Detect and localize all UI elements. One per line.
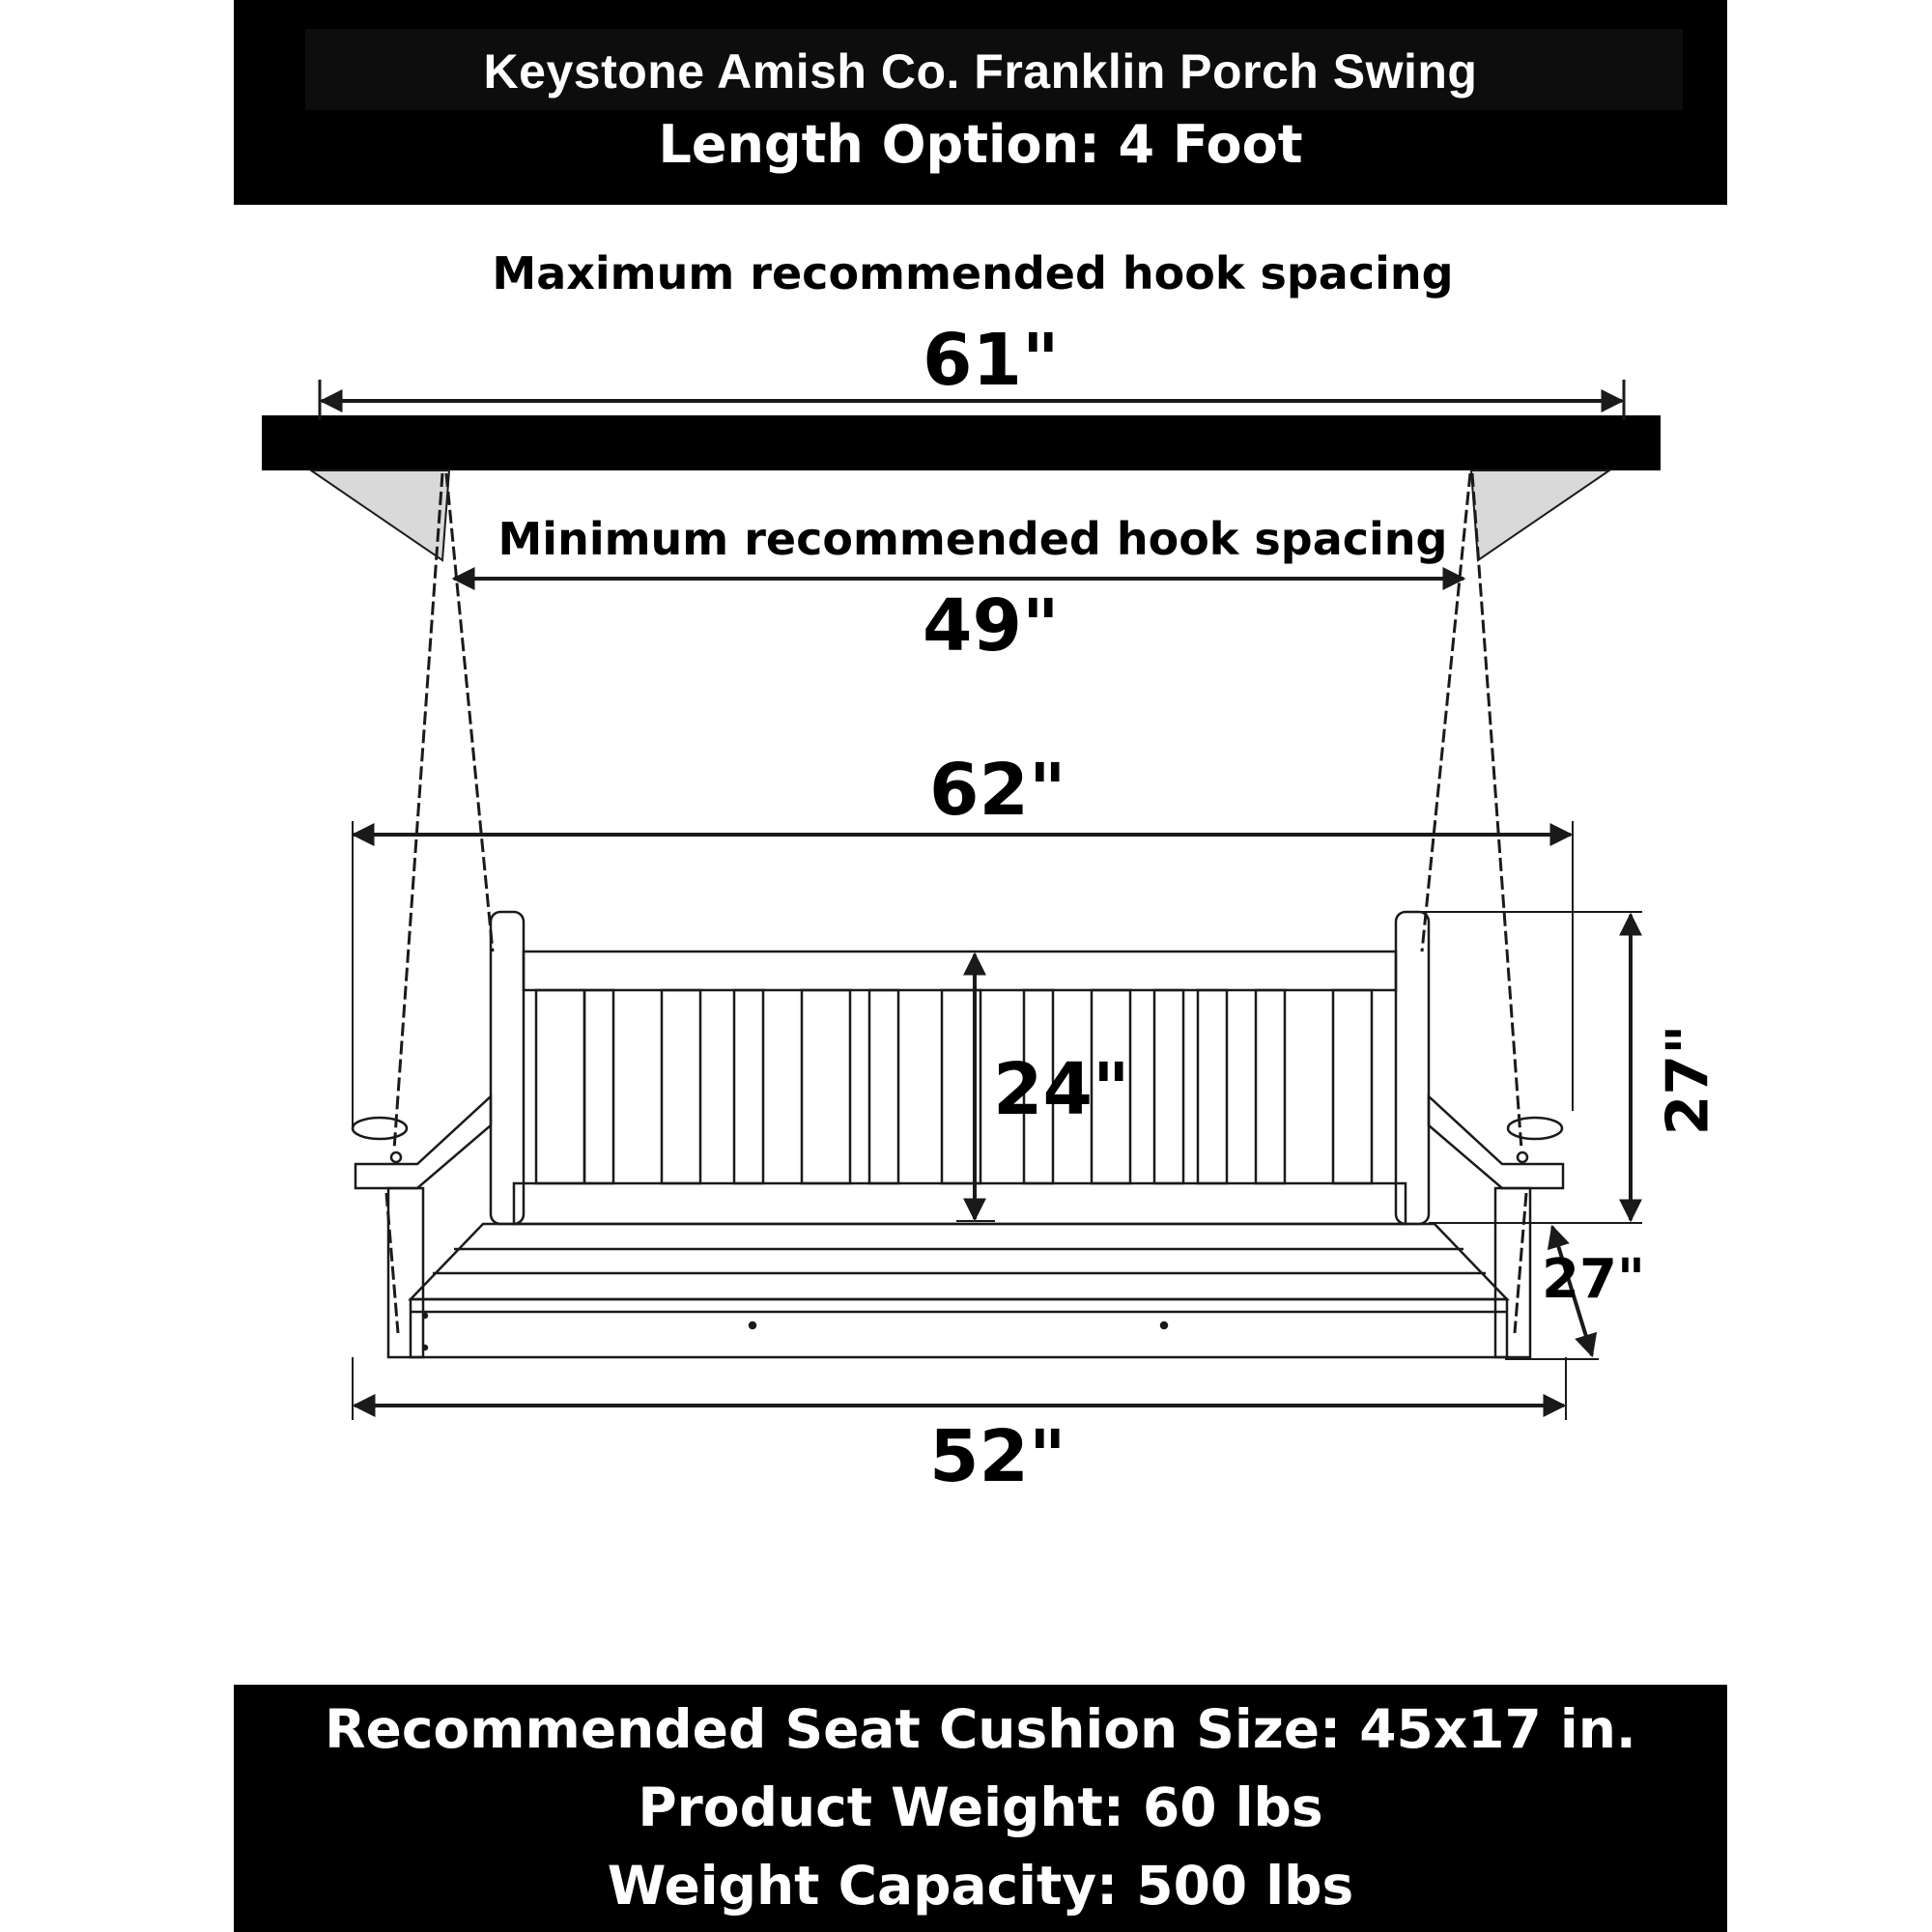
max-hook-spacing-label: Maximum recommended hook spacing (492, 247, 1454, 299)
swing-body (353, 912, 1563, 1357)
seat-width-value: 52" (929, 1415, 1066, 1498)
back-slats (536, 990, 1372, 1183)
cushion-size-spec: Recommended Seat Cushion Size: 45x17 in. (325, 1698, 1636, 1760)
top-rail (524, 952, 1396, 990)
right-back-post (1396, 912, 1429, 1224)
min-hook-spacing-label: Minimum recommended hook spacing (497, 513, 1448, 565)
left-back-post (491, 912, 524, 1224)
weight-capacity-spec: Weight Capacity: 500 lbs (607, 1855, 1354, 1917)
product-title: Keystone Amish Co. Franklin Porch Swing (483, 44, 1478, 99)
right-armrest (1429, 1096, 1563, 1188)
right-cupholder (1508, 1118, 1562, 1139)
bottom-back-rail (514, 1183, 1406, 1224)
chain-left-outer (394, 473, 442, 1150)
left-cupholder (353, 1118, 407, 1139)
left-armrest (355, 1096, 491, 1188)
max-hook-spacing-value: 61" (923, 319, 1060, 402)
seat-front-apron (411, 1299, 1507, 1357)
back-height-value: 24" (993, 1048, 1130, 1131)
chain-right-outer (1472, 473, 1521, 1150)
min-hook-spacing-value: 49" (923, 584, 1060, 668)
specs-band (234, 1685, 1727, 1932)
total-height-value: 27" (1654, 1024, 1722, 1136)
chain-right-lower (1515, 1193, 1526, 1333)
seat-depth-value: 27" (1542, 1248, 1646, 1311)
ceiling-beam (262, 415, 1661, 470)
length-option: Length Option: 4 Foot (658, 114, 1303, 175)
overall-width-value: 62" (929, 749, 1066, 832)
product-weight-spec: Product Weight: 60 lbs (638, 1776, 1323, 1838)
seat (411, 1224, 1507, 1299)
